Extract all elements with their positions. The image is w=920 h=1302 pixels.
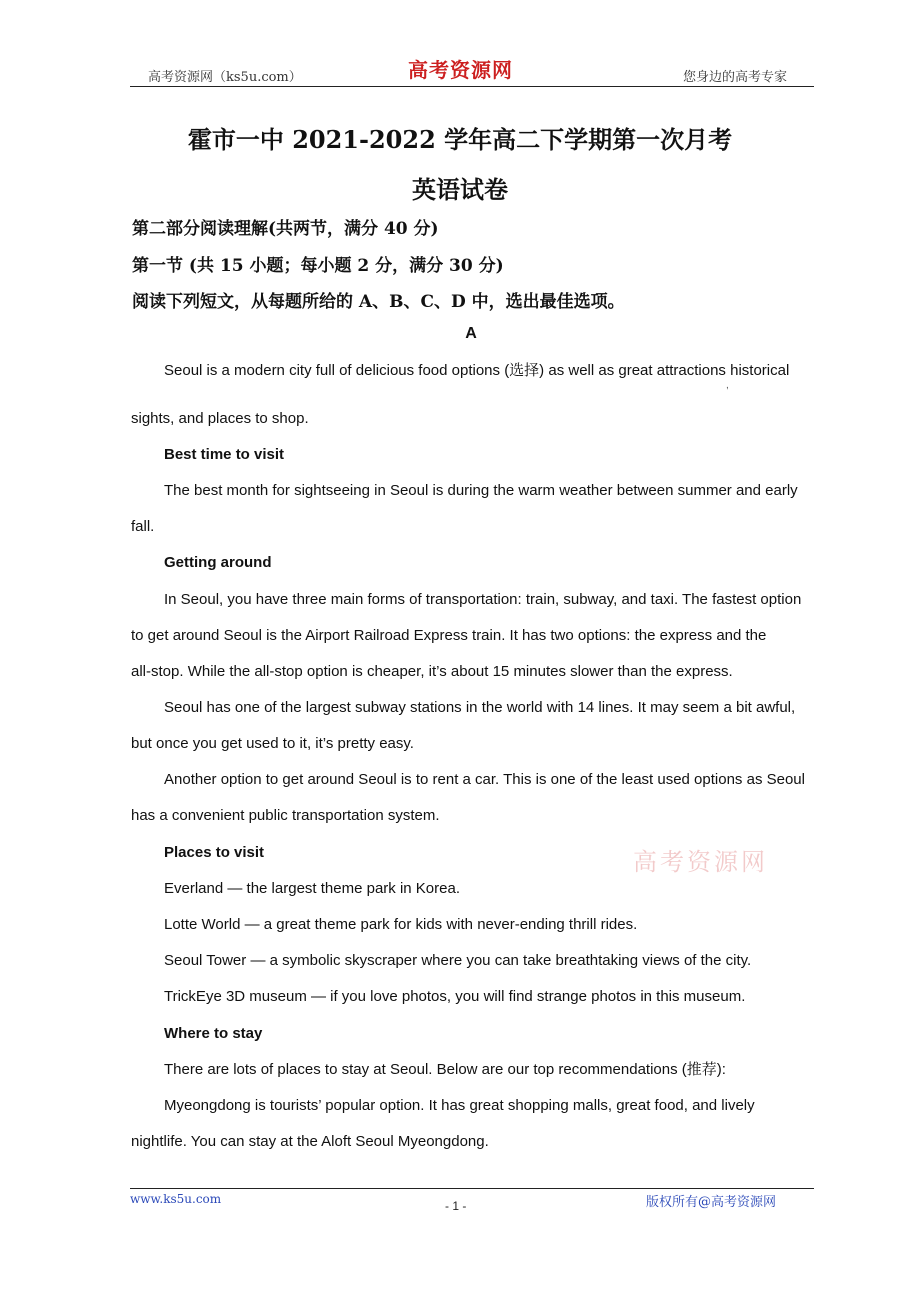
paragraph-line: all-stop. While the all-stop option is cheaper, it’s about 15 minutes slower than the express. bbox=[131, 663, 733, 680]
exam-subject: 英语试卷 bbox=[412, 175, 508, 204]
list-item: Lotte World — a great theme park for kids with never-ending thrill rides. bbox=[164, 916, 638, 933]
header-site-name: 高考资源网（ks5u.com） bbox=[148, 70, 302, 85]
instruction: 阅读下列短文，从每题所给的 A、B、C、D 中，选出最佳选项。 bbox=[132, 292, 625, 312]
paragraph-line: sights, and places to shop. bbox=[131, 410, 309, 427]
page-number: - 1 - bbox=[445, 1199, 467, 1213]
header-divider bbox=[130, 86, 814, 87]
header-logo: 高考资源网 bbox=[408, 58, 513, 82]
subheading-places: Places to visit bbox=[164, 844, 265, 861]
list-item: Everland — the largest theme park in Korea. bbox=[164, 880, 460, 897]
paragraph-line: The best month for sightseeing in Seoul is during the warm weather between summer and early bbox=[164, 482, 798, 499]
paragraph-line: Seoul is a modern city full of delicious food options (选择) as well as great attractions historical bbox=[164, 362, 790, 379]
paragraph-line: Myeongdong is tourists’ popular option. It has great shopping malls, great food, and lively bbox=[164, 1097, 755, 1114]
paragraph-line: but once you get used to it, it’s pretty easy. bbox=[131, 735, 414, 752]
paragraph-line: to get around Seoul is the Airport Railroad Express train. It has two options: the express and the bbox=[131, 627, 767, 644]
subheading-where-to-stay: Where to stay bbox=[164, 1025, 263, 1042]
list-item: TrickEye 3D museum — if you love photos, you will find strange photos in this museum. bbox=[164, 988, 746, 1005]
paragraph-line: nightlife. You can stay at the Aloft Seoul Myeongdong. bbox=[131, 1133, 489, 1150]
subheading-getting-around: Getting around bbox=[164, 554, 272, 571]
footer-copyright: 版权所有@高考资源网 bbox=[646, 1195, 777, 1210]
paragraph-line: There are lots of places to stay at Seoul. Below are our top recommendations (推荐): bbox=[164, 1061, 726, 1078]
passage-label: A bbox=[465, 325, 477, 342]
stray-comma-mark: , bbox=[726, 380, 729, 391]
exam-title: 霍市一中 2021-2022 学年高二下学期第一次月考 bbox=[187, 125, 733, 154]
header-slogan: 您身边的高考专家 bbox=[683, 70, 788, 85]
footer-url[interactable]: www.ks5u.com bbox=[130, 1192, 222, 1206]
paragraph-line: has a convenient public transportation system. bbox=[131, 807, 440, 824]
paragraph-line: Seoul has one of the largest subway stations in the world with 14 lines. It may seem a bit awful, bbox=[164, 699, 796, 716]
paragraph-line: fall. bbox=[131, 518, 155, 535]
list-item: Seoul Tower — a symbolic skyscraper where you can take breathtaking views of the city. bbox=[164, 952, 752, 969]
subheading-best-time: Best time to visit bbox=[164, 446, 285, 463]
paragraph-line: In Seoul, you have three main forms of transportation: train, subway, and taxi. The fastest option bbox=[164, 591, 802, 608]
part-heading: 第二部分阅读理解(共两节，满分 40 分) bbox=[132, 219, 439, 239]
paragraph-line: Another option to get around Seoul is to rent a car. This is one of the least used options as Seoul bbox=[164, 771, 805, 788]
subsection-heading: 第一节 (共 15 小题；每小题 2 分，满分 30 分) bbox=[132, 256, 504, 276]
watermark: 高考资源网 bbox=[633, 848, 768, 876]
footer-divider bbox=[130, 1188, 814, 1189]
